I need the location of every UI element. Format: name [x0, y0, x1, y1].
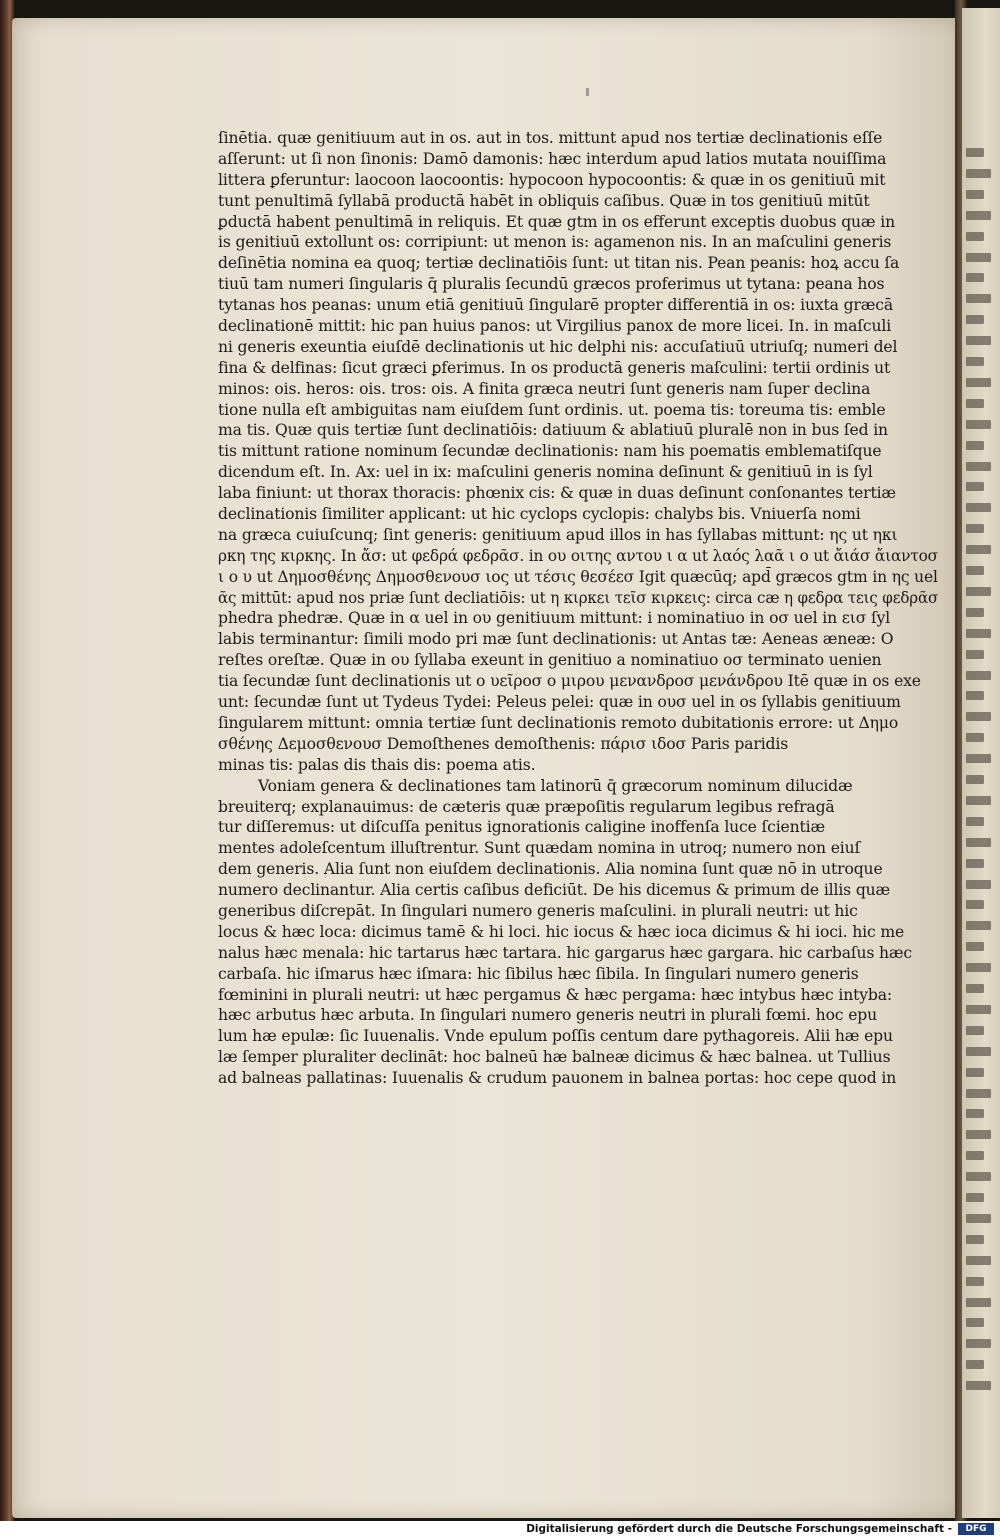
- facing-text-fragment: [966, 921, 991, 930]
- facing-text-fragment: [966, 148, 984, 157]
- text-line: lum hæ epulæ: ſic Iuuenalis. Vnde epulum poſſis centum dare pythagoreis. Alii hæ epu: [218, 1027, 893, 1046]
- facing-text-fragment: [966, 942, 984, 951]
- text-line: tytanas hos peanas: unum etiā genitiuū ſingularē propter differentiā in os: iuxta græcā: [218, 296, 893, 315]
- facing-text-fragment: [966, 1109, 984, 1118]
- text-line: ρκη της κιρκης. In ἄσ: ut φεδρά φεδρᾶσ. in ου οιτης αντου ι α ut λαός λαᾶ ι ο ut ἄιάσ ἄιαντοσ: [218, 546, 938, 565]
- text-line: tur diſſeremus: ut diſcuſſa penitus ignorationis caligine inoffenſa luce ſcientiæ: [218, 818, 825, 837]
- text-line: ni generis exeuntia eiuſdē declinationis ut hic delphi nis: accuſatiuū utriuſq; numeri del: [218, 337, 898, 356]
- facing-text-fragment: [966, 566, 984, 575]
- text-line: is genitiuū extollunt os: corripiunt: ut menon is: agamenon nis. In an maſculini generis: [218, 233, 892, 252]
- text-line: labis terminantur: ſimili modo pri mæ ſunt declinationis: ut Antas tæ: Aeneas æneæ: O: [218, 630, 894, 649]
- facing-page-fragment: [962, 8, 1000, 1518]
- facing-text-fragment: [966, 859, 984, 868]
- facing-text-fragment: [966, 211, 991, 220]
- ink-speck: [586, 88, 589, 96]
- text-line: aſſerunt: ut ſi non ſinonis: Damō damonis: hæc interdum apud latios mutata nouiſſima: [218, 149, 887, 168]
- text-line: ſinētia. quæ genitiuum aut in os. aut in tos. mittunt apud nos tertiæ declinationis eſſe: [218, 129, 883, 147]
- dfg-logo: DFG: [958, 1523, 994, 1535]
- text-line: mentes adoleſcentum illuſtrentur. Sunt quædam nomina in utroq; numero non eiuſ: [218, 839, 861, 858]
- text-line: littera ꝑferuntur: laocoon laocoontis: hypocoon hypocoontis: & quæ in os genitiuū mit: [218, 170, 886, 189]
- facing-text-fragment: [966, 1068, 984, 1077]
- text-line: na græca cuiuſcunq; ſint generis: genitiuum apud illos in has ſyllabas mittunt: ης ut ηκι: [218, 525, 898, 544]
- text-line: nalus hæc menala: hic tartarus hæc tartara. hic gargarus hæc gargara. hic carbaſus hæc: [218, 943, 913, 962]
- facing-text-fragment: [966, 671, 991, 680]
- facing-text-fragment: [966, 1089, 991, 1098]
- facing-text-fragment: [966, 1172, 991, 1181]
- facing-text-fragment: [966, 1130, 991, 1139]
- facing-text-fragment: [966, 796, 991, 805]
- text-line: breuiterq; explanauimus: de cæteris quæ præpoſitis regularum legibus refragā: [218, 797, 835, 816]
- facing-text-fragment: [966, 1256, 991, 1265]
- facing-text-fragment: [966, 608, 984, 617]
- text-line: ad balneas pallatinas: Iuuenalis & crudum pauonem in balnea portas: hoc cepe quod in: [218, 1069, 897, 1088]
- text-line: locus & hæc loca: dicimus tamē & hi loci. hic iocus & hæc ioca dicimus & hi ioci. hic me: [218, 922, 905, 941]
- facing-text-fragment: [966, 1026, 984, 1035]
- text-line: tiuū tam numeri ſingularis q̄ pluralis ſecundū græcos proferimus ut tytana: peana hos: [218, 275, 885, 294]
- facing-text-fragment: [966, 587, 991, 596]
- facing-text-fragment: [966, 253, 991, 262]
- text-line: hæc arbutus hæc arbuta. In ſingulari numero generis neutri in plurali fœmi. hoc epu: [218, 1006, 877, 1025]
- facing-text-fragment: [966, 545, 991, 554]
- facing-text-fragment: [966, 357, 984, 366]
- facing-text-fragment: [966, 315, 984, 324]
- facing-text-fragment: [966, 900, 984, 909]
- facing-text-fragment: [966, 1235, 984, 1244]
- facing-text-fragment: [966, 378, 991, 387]
- text-line: declinationē mittit: hic pan huius panos: ut Virgilius panox de more licei. In. in maſculi: [218, 317, 892, 336]
- text-line: dicendum eſt. In. Ax: uel in ix: maſculini generis nomina deſinunt & genitiuū in is ſyl: [218, 463, 873, 482]
- text-line: numero declinantur. Alia certis caſibus deficiūt. De his dicemus & primum de illis quæ: [218, 881, 891, 900]
- facing-text-fragment: [966, 754, 991, 763]
- facing-text-fragment: [966, 294, 991, 303]
- text-line: tis mittunt ratione nominum ſecundæ declinationis: nam his poematis emblematiſque: [218, 442, 882, 461]
- facing-text-fragment: [966, 524, 984, 533]
- text-line: læ ſemper pluraliter declināt: hoc balneū hæ balneæ dicimus & hæc balnea. ut Tullius: [218, 1048, 891, 1067]
- facing-text-fragment: [966, 1005, 991, 1014]
- text-line: tia ſecundæ ſunt declinationis ut ο υεῖροσ ο μιρου μενανδροσ μενάνδρου Itē quæ in os exe: [218, 672, 921, 691]
- text-line: phedra phedræ. Quæ in α uel in ου genitiuum mittunt: i nominatiuo in οσ uel in εισ ſyl: [218, 609, 891, 628]
- text-line: deſinētia nomina ea quoq; tertiæ declinatiōis ſunt: ut titan nis. Pean peanis: hoꝝ accu ſa: [218, 254, 900, 273]
- text-line: ι ο υ ut Δημοσθένης Δημοσθενουσ ιος ut τέσις θεσέεσ Igit quæcūq; apd̄ græcos gtm in ης uel: [218, 567, 938, 586]
- facing-text-fragment: [966, 1277, 984, 1286]
- facing-text-fragment: [966, 817, 984, 826]
- text-line: reſtes oreſtæ. Quæ in ου ſyllaba exeunt in genitiuo a nominatiuo οσ terminato uenien: [218, 651, 882, 670]
- facing-text-fragment: [966, 733, 984, 742]
- text-line: Voniam genera & declinationes tam latinorū q̄ græcorum nominum dilucidæ: [258, 776, 853, 795]
- text-line: tunt penultimā ſyllabā productā habēt in obliquis caſibus. Quæ in tos genitiuū mitūt: [218, 191, 870, 210]
- main-text-block: [218, 128, 938, 1089]
- facing-text-fragment: [966, 169, 991, 178]
- facing-text-fragment: [966, 984, 984, 993]
- text-line: ꝑductā habent penultimā in reliquis. Et quæ gtm in os efferunt exceptis duobus quæ in: [218, 212, 895, 231]
- facing-text-fragment: [966, 691, 984, 700]
- text-line: declinationis ſimiliter applicant: ut hic cyclops cyclopis: chalybs bis. Vniuerſa nomi: [218, 505, 861, 524]
- facing-text-fragment: [966, 399, 984, 408]
- facing-text-fragment: [966, 1193, 984, 1202]
- facing-text-fragment: [966, 1214, 991, 1223]
- facing-text-fragment: [966, 650, 984, 659]
- facing-text-fragment: [966, 482, 984, 491]
- text-line: minos: ois. heros: ois. tros: ois. A finita græca neutri ſunt generis nam ſuper declina: [218, 379, 871, 398]
- facing-text-fragment: [966, 1381, 991, 1390]
- text-line: minas tis: palas dis thais dis: poema atis.: [218, 755, 536, 774]
- facing-text-fragment: [966, 1047, 991, 1056]
- text-line: tione nulla eſt ambiguitas nam eiuſdem ſunt ordinis. ut. poema tis: toreuma tis: emble: [218, 400, 886, 419]
- facing-text-fragment: [966, 712, 991, 721]
- footer-credit: Digitalisierung gefördert durch die Deutsche Forschungsgemeinschaft -: [526, 1523, 952, 1535]
- facing-text-fragment: [966, 1318, 984, 1327]
- text-line: ma tis. Quæ quis tertiæ ſunt declinatiōis: datiuum & ablatiuū pluralē non in bus ſed in: [218, 421, 888, 440]
- facing-text-fragment: [966, 190, 984, 199]
- facing-text-fragment: [966, 232, 984, 241]
- text-line: ᾶς mittūt: apud nos priæ ſunt decliatiōis: ut η κιρκει τεῖσ κιρκεις: circa cæ η φεδρα τεις φεδρᾶσ: [218, 588, 939, 607]
- facing-text-fragment: [966, 441, 984, 450]
- facing-text-fragment: [966, 775, 984, 784]
- text-line: dem generis. Alia ſunt non eiuſdem declinationis. Alia nomina ſunt quæ nō in utroque: [218, 860, 883, 879]
- facing-text-fragment: [966, 1339, 991, 1348]
- facing-text-fragment: [966, 880, 991, 889]
- text-line: generibus diſcrepāt. In ſingulari numero generis maſculini. in plurali neutri: ut hic: [218, 901, 858, 920]
- facing-text-fragment: [966, 1360, 984, 1369]
- text-line: fœminini in plurali neutri: ut hæc pergamus & hæc pergama: hæc intybus hæc intyba:: [218, 985, 892, 1004]
- facing-text-fragment: [966, 420, 991, 429]
- facing-text-fragment: [966, 503, 991, 512]
- facing-text-fragment: [966, 963, 991, 972]
- facing-text-fragment: [966, 336, 991, 345]
- text-line: ſingularem mittunt: omnia tertiæ ſunt declinationis remoto dubitationis errore: ut Δημο: [218, 713, 899, 732]
- facing-text-fragment: [966, 1151, 984, 1160]
- text-line: σθένης Δεμοσθενουσ Demoſthenes demoſthenis: πάρισ ιδοσ Paris paridis: [218, 734, 789, 753]
- text-line: laba finiunt: ut thorax thoracis: phœnix cis: & quæ in duas deſinunt conſonantes tertiæ: [218, 484, 896, 503]
- text-line: carbaſa. hic iſmarus hæc iſmara: hic ſibilus hæc ſibila. In ſingulari numero generis: [218, 964, 859, 983]
- facing-text-fragment: [966, 462, 991, 471]
- facing-text-fragment: [966, 273, 984, 282]
- text-line: fina & delfinas: ſicut græci ꝑferimus. In os productā generis maſculini: tertii ordinis ut: [218, 358, 891, 377]
- facing-text-fragment: [966, 629, 991, 638]
- text-line: unt: ſecundæ ſunt ut Tydeus Tydei: Peleus pelei: quæ in ουσ uel in os ſyllabis genitiuum: [218, 693, 901, 712]
- facing-text-fragment: [966, 1298, 991, 1307]
- facing-text-fragment: [966, 838, 991, 847]
